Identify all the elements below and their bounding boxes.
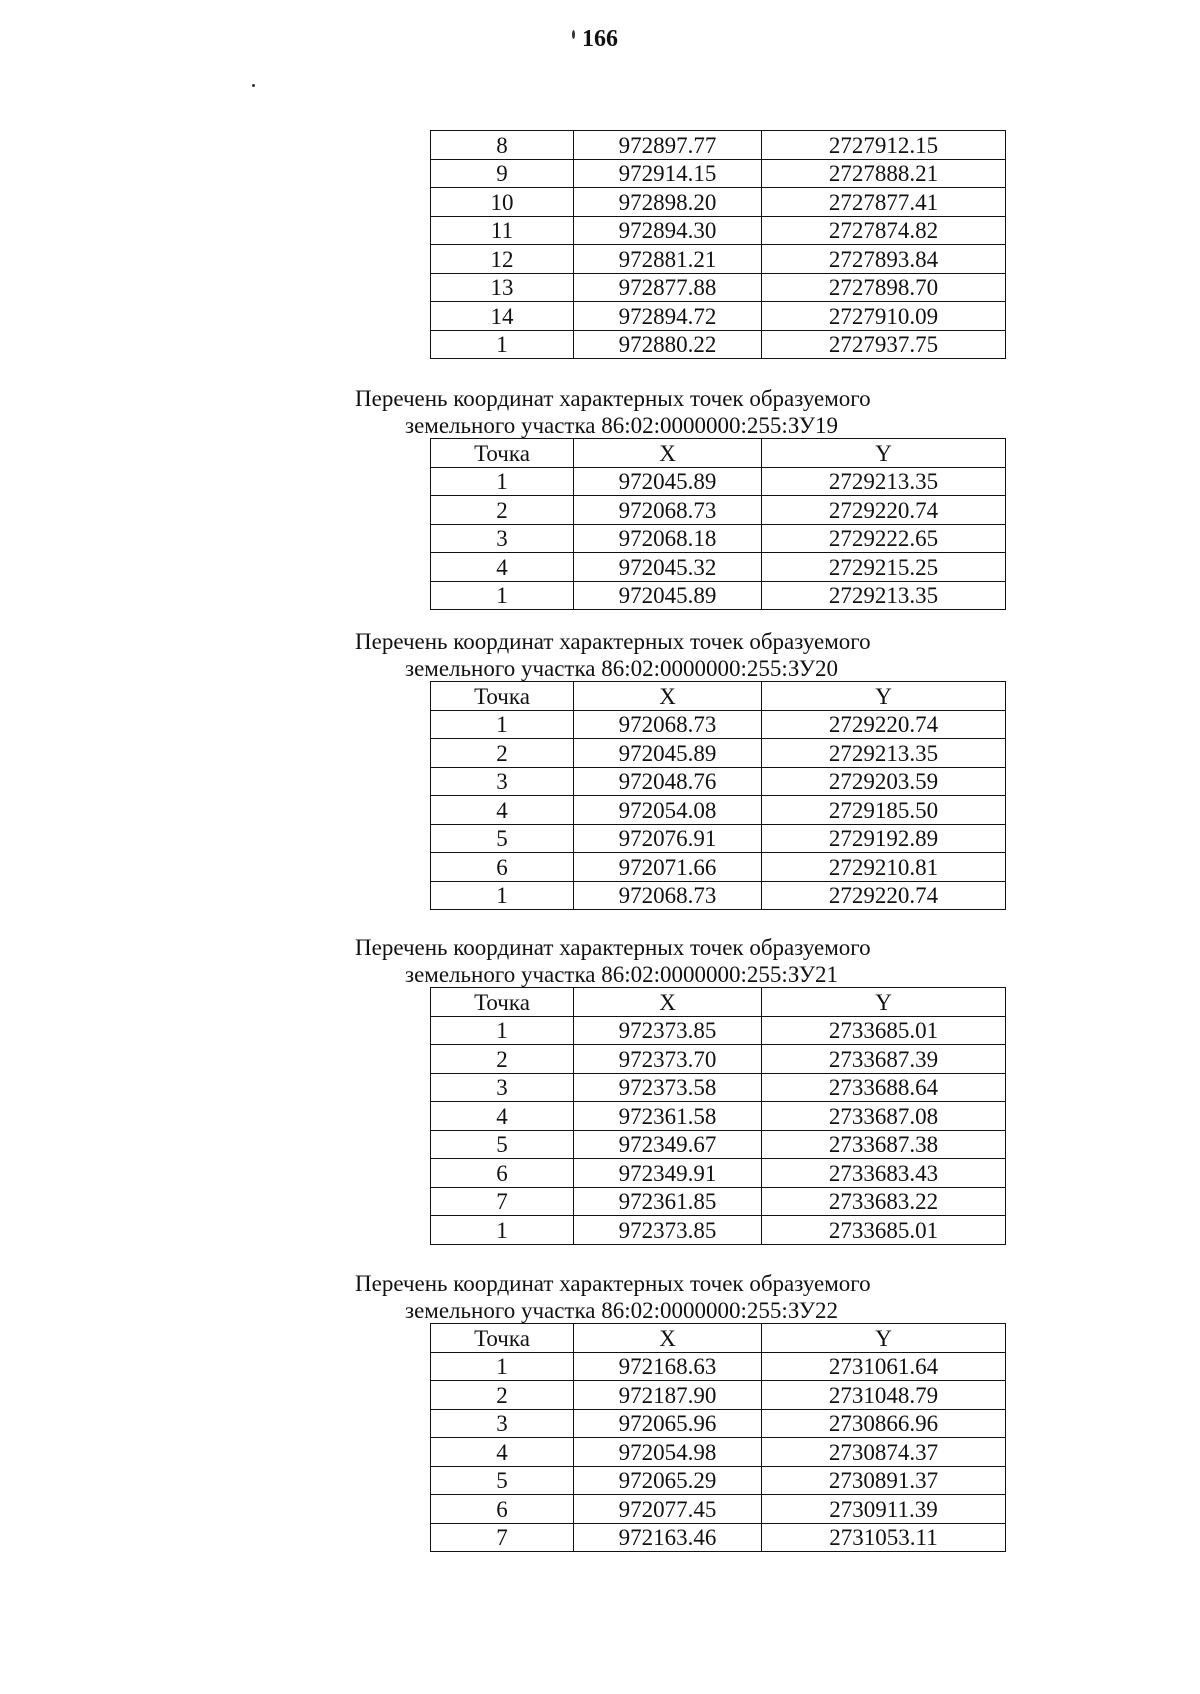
y-cell: 2727893.84 (762, 245, 1006, 274)
table-row (431, 824, 1006, 853)
table-row (431, 496, 1006, 525)
y-cell: 2733688.64 (762, 1073, 1006, 1102)
table-row (431, 159, 1006, 188)
section-heading-line2: земельного участка 86:02:0000000:255:ЗУ22 (405, 1298, 839, 1323)
x-cell: 972880.22 (574, 330, 762, 359)
point-cell: 2 (431, 739, 574, 768)
y-cell: Y (762, 682, 1006, 711)
y-cell: 2727910.09 (762, 302, 1006, 331)
x-cell: 972068.73 (574, 881, 762, 910)
y-cell: 2729213.35 (762, 581, 1006, 610)
table-row (431, 1073, 1006, 1102)
point-cell: 6 (431, 853, 574, 882)
point-cell: Точка (431, 1324, 574, 1353)
x-cell: 972054.98 (574, 1438, 762, 1467)
table-row (431, 273, 1006, 302)
table-row (431, 1523, 1006, 1552)
point-cell: 3 (431, 524, 574, 553)
point-cell: 2 (431, 1045, 574, 1074)
point-cell: Точка (431, 439, 574, 468)
point-cell: Точка (431, 682, 574, 711)
point-cell: 1 (431, 581, 574, 610)
y-cell: 2729213.35 (762, 739, 1006, 768)
y-cell: 2729192.89 (762, 824, 1006, 853)
x-cell: 972361.58 (574, 1102, 762, 1131)
x-cell: 972068.73 (574, 496, 762, 525)
point-cell: 8 (431, 131, 574, 160)
y-cell: 2729220.74 (762, 881, 1006, 910)
x-cell: 972054.08 (574, 796, 762, 825)
point-cell: 11 (431, 216, 574, 245)
table-row (431, 1409, 1006, 1438)
table-row (431, 881, 1006, 910)
point-cell: 3 (431, 1073, 574, 1102)
x-cell: 972373.58 (574, 1073, 762, 1102)
table-row (431, 796, 1006, 825)
table-row (431, 131, 1006, 160)
section-heading-line2: земельного участка 86:02:0000000:255:ЗУ19 (405, 413, 839, 438)
table-row (431, 1381, 1006, 1410)
x-cell: 972349.91 (574, 1159, 762, 1188)
table-row (431, 767, 1006, 796)
section-heading-line2: земельного участка 86:02:0000000:255:ЗУ20 (405, 656, 839, 681)
table-row (431, 1216, 1006, 1245)
table-row (431, 1016, 1006, 1045)
point-cell: 14 (431, 302, 574, 331)
x-cell: 972914.15 (574, 159, 762, 188)
x-cell: 972045.89 (574, 739, 762, 768)
point-cell: 10 (431, 188, 574, 217)
point-cell: Точка (431, 988, 574, 1017)
scan-speck (572, 30, 575, 39)
coordinates-table (430, 681, 1006, 910)
y-cell: 2727874.82 (762, 216, 1006, 245)
x-cell: 972361.85 (574, 1187, 762, 1216)
point-cell: 4 (431, 796, 574, 825)
table-row (431, 1187, 1006, 1216)
x-cell: 972068.18 (574, 524, 762, 553)
point-cell: 3 (431, 1409, 574, 1438)
table-row (431, 188, 1006, 217)
x-cell: 972068.73 (574, 710, 762, 739)
y-cell: 2731053.11 (762, 1523, 1006, 1552)
x-cell: 972071.66 (574, 853, 762, 882)
x-cell: X (574, 439, 762, 468)
coordinates-table (430, 438, 1006, 610)
point-cell: 4 (431, 1102, 574, 1131)
x-cell: X (574, 682, 762, 711)
y-cell: 2733687.38 (762, 1130, 1006, 1159)
point-cell: 4 (431, 1438, 574, 1467)
table-row (431, 302, 1006, 331)
y-cell: 2733687.08 (762, 1102, 1006, 1131)
point-cell: 1 (431, 1352, 574, 1381)
y-cell: 2733685.01 (762, 1216, 1006, 1245)
x-cell: 972048.76 (574, 767, 762, 796)
x-cell: 972168.63 (574, 1352, 762, 1381)
table-row (431, 1438, 1006, 1467)
x-cell: 972897.77 (574, 131, 762, 160)
point-cell: 7 (431, 1523, 574, 1552)
table-row (431, 1159, 1006, 1188)
point-cell: 13 (431, 273, 574, 302)
y-cell: Y (762, 988, 1006, 1017)
x-cell: 972076.91 (574, 824, 762, 853)
y-cell: 2727912.15 (762, 131, 1006, 160)
x-cell: 972373.85 (574, 1016, 762, 1045)
y-cell: 2729213.35 (762, 467, 1006, 496)
section-heading (355, 934, 955, 988)
y-cell: 2727898.70 (762, 273, 1006, 302)
x-cell: 972077.45 (574, 1495, 762, 1524)
x-cell: 972373.70 (574, 1045, 762, 1074)
section-heading (355, 385, 955, 439)
table-row (431, 524, 1006, 553)
x-cell: X (574, 1324, 762, 1353)
x-cell: 972373.85 (574, 1216, 762, 1245)
point-cell: 12 (431, 245, 574, 274)
point-cell: 1 (431, 1016, 574, 1045)
table-row (431, 245, 1006, 274)
point-cell: 3 (431, 767, 574, 796)
table-row (431, 467, 1006, 496)
table-row (431, 1352, 1006, 1381)
point-cell: 1 (431, 710, 574, 739)
x-cell: X (574, 988, 762, 1017)
table-header-row (431, 1324, 1006, 1353)
section-heading-line2: земельного участка 86:02:0000000:255:ЗУ21 (405, 962, 839, 987)
y-cell: 2730874.37 (762, 1438, 1006, 1467)
table-row (431, 710, 1006, 739)
coordinates-table (430, 1323, 1006, 1552)
table-row (431, 1045, 1006, 1074)
table-row (431, 1130, 1006, 1159)
x-cell: 972877.88 (574, 273, 762, 302)
table-row (431, 581, 1006, 610)
section-heading-line1: Перечень координат характерных точек образуемого (355, 1271, 871, 1296)
section-heading-line1: Перечень координат характерных точек образуемого (355, 629, 871, 654)
section-heading-line1: Перечень координат характерных точек образуемого (355, 386, 871, 411)
y-cell: 2733683.43 (762, 1159, 1006, 1188)
table-row (431, 553, 1006, 582)
section-heading (355, 1270, 955, 1324)
x-cell: 972065.96 (574, 1409, 762, 1438)
x-cell: 972894.30 (574, 216, 762, 245)
point-cell: 5 (431, 824, 574, 853)
point-cell: 5 (431, 1130, 574, 1159)
y-cell: 2729210.81 (762, 853, 1006, 882)
y-cell: 2729220.74 (762, 710, 1006, 739)
point-cell: 6 (431, 1159, 574, 1188)
y-cell: 2733687.39 (762, 1045, 1006, 1074)
x-cell: 972898.20 (574, 188, 762, 217)
point-cell: 2 (431, 496, 574, 525)
table-row (431, 1102, 1006, 1131)
y-cell: 2729185.50 (762, 796, 1006, 825)
x-cell: 972163.46 (574, 1523, 762, 1552)
y-cell: Y (762, 439, 1006, 468)
scan-speck (252, 84, 255, 87)
point-cell: 9 (431, 159, 574, 188)
section-heading (355, 628, 955, 682)
y-cell: 2729203.59 (762, 767, 1006, 796)
section-heading-line1: Перечень координат характерных точек образуемого (355, 935, 871, 960)
y-cell: 2727937.75 (762, 330, 1006, 359)
x-cell: 972045.89 (574, 467, 762, 496)
y-cell: 2730866.96 (762, 1409, 1006, 1438)
point-cell: 2 (431, 1381, 574, 1410)
y-cell: 2730911.39 (762, 1495, 1006, 1524)
table-header-row (431, 988, 1006, 1017)
table-row (431, 739, 1006, 768)
y-cell: 2731061.64 (762, 1352, 1006, 1381)
x-cell: 972894.72 (574, 302, 762, 331)
point-cell: 7 (431, 1187, 574, 1216)
point-cell: 6 (431, 1495, 574, 1524)
y-cell: Y (762, 1324, 1006, 1353)
table-row (431, 1466, 1006, 1495)
point-cell: 1 (431, 467, 574, 496)
y-cell: 2727888.21 (762, 159, 1006, 188)
x-cell: 972349.67 (574, 1130, 762, 1159)
y-cell: 2733685.01 (762, 1016, 1006, 1045)
table-row (431, 330, 1006, 359)
coordinates-table (430, 130, 1006, 359)
page-number: 166 (582, 26, 618, 52)
table-row (431, 1495, 1006, 1524)
point-cell: 5 (431, 1466, 574, 1495)
y-cell: 2733683.22 (762, 1187, 1006, 1216)
y-cell: 2730891.37 (762, 1466, 1006, 1495)
table-header-row (431, 439, 1006, 468)
table-row (431, 216, 1006, 245)
y-cell: 2731048.79 (762, 1381, 1006, 1410)
y-cell: 2729220.74 (762, 496, 1006, 525)
x-cell: 972881.21 (574, 245, 762, 274)
point-cell: 1 (431, 1216, 574, 1245)
y-cell: 2727877.41 (762, 188, 1006, 217)
y-cell: 2729215.25 (762, 553, 1006, 582)
y-cell: 2729222.65 (762, 524, 1006, 553)
point-cell: 4 (431, 553, 574, 582)
x-cell: 972045.32 (574, 553, 762, 582)
point-cell: 1 (431, 330, 574, 359)
point-cell: 1 (431, 881, 574, 910)
coordinates-table (430, 987, 1006, 1245)
x-cell: 972065.29 (574, 1466, 762, 1495)
table-header-row (431, 682, 1006, 711)
x-cell: 972045.89 (574, 581, 762, 610)
x-cell: 972187.90 (574, 1381, 762, 1410)
table-row (431, 853, 1006, 882)
